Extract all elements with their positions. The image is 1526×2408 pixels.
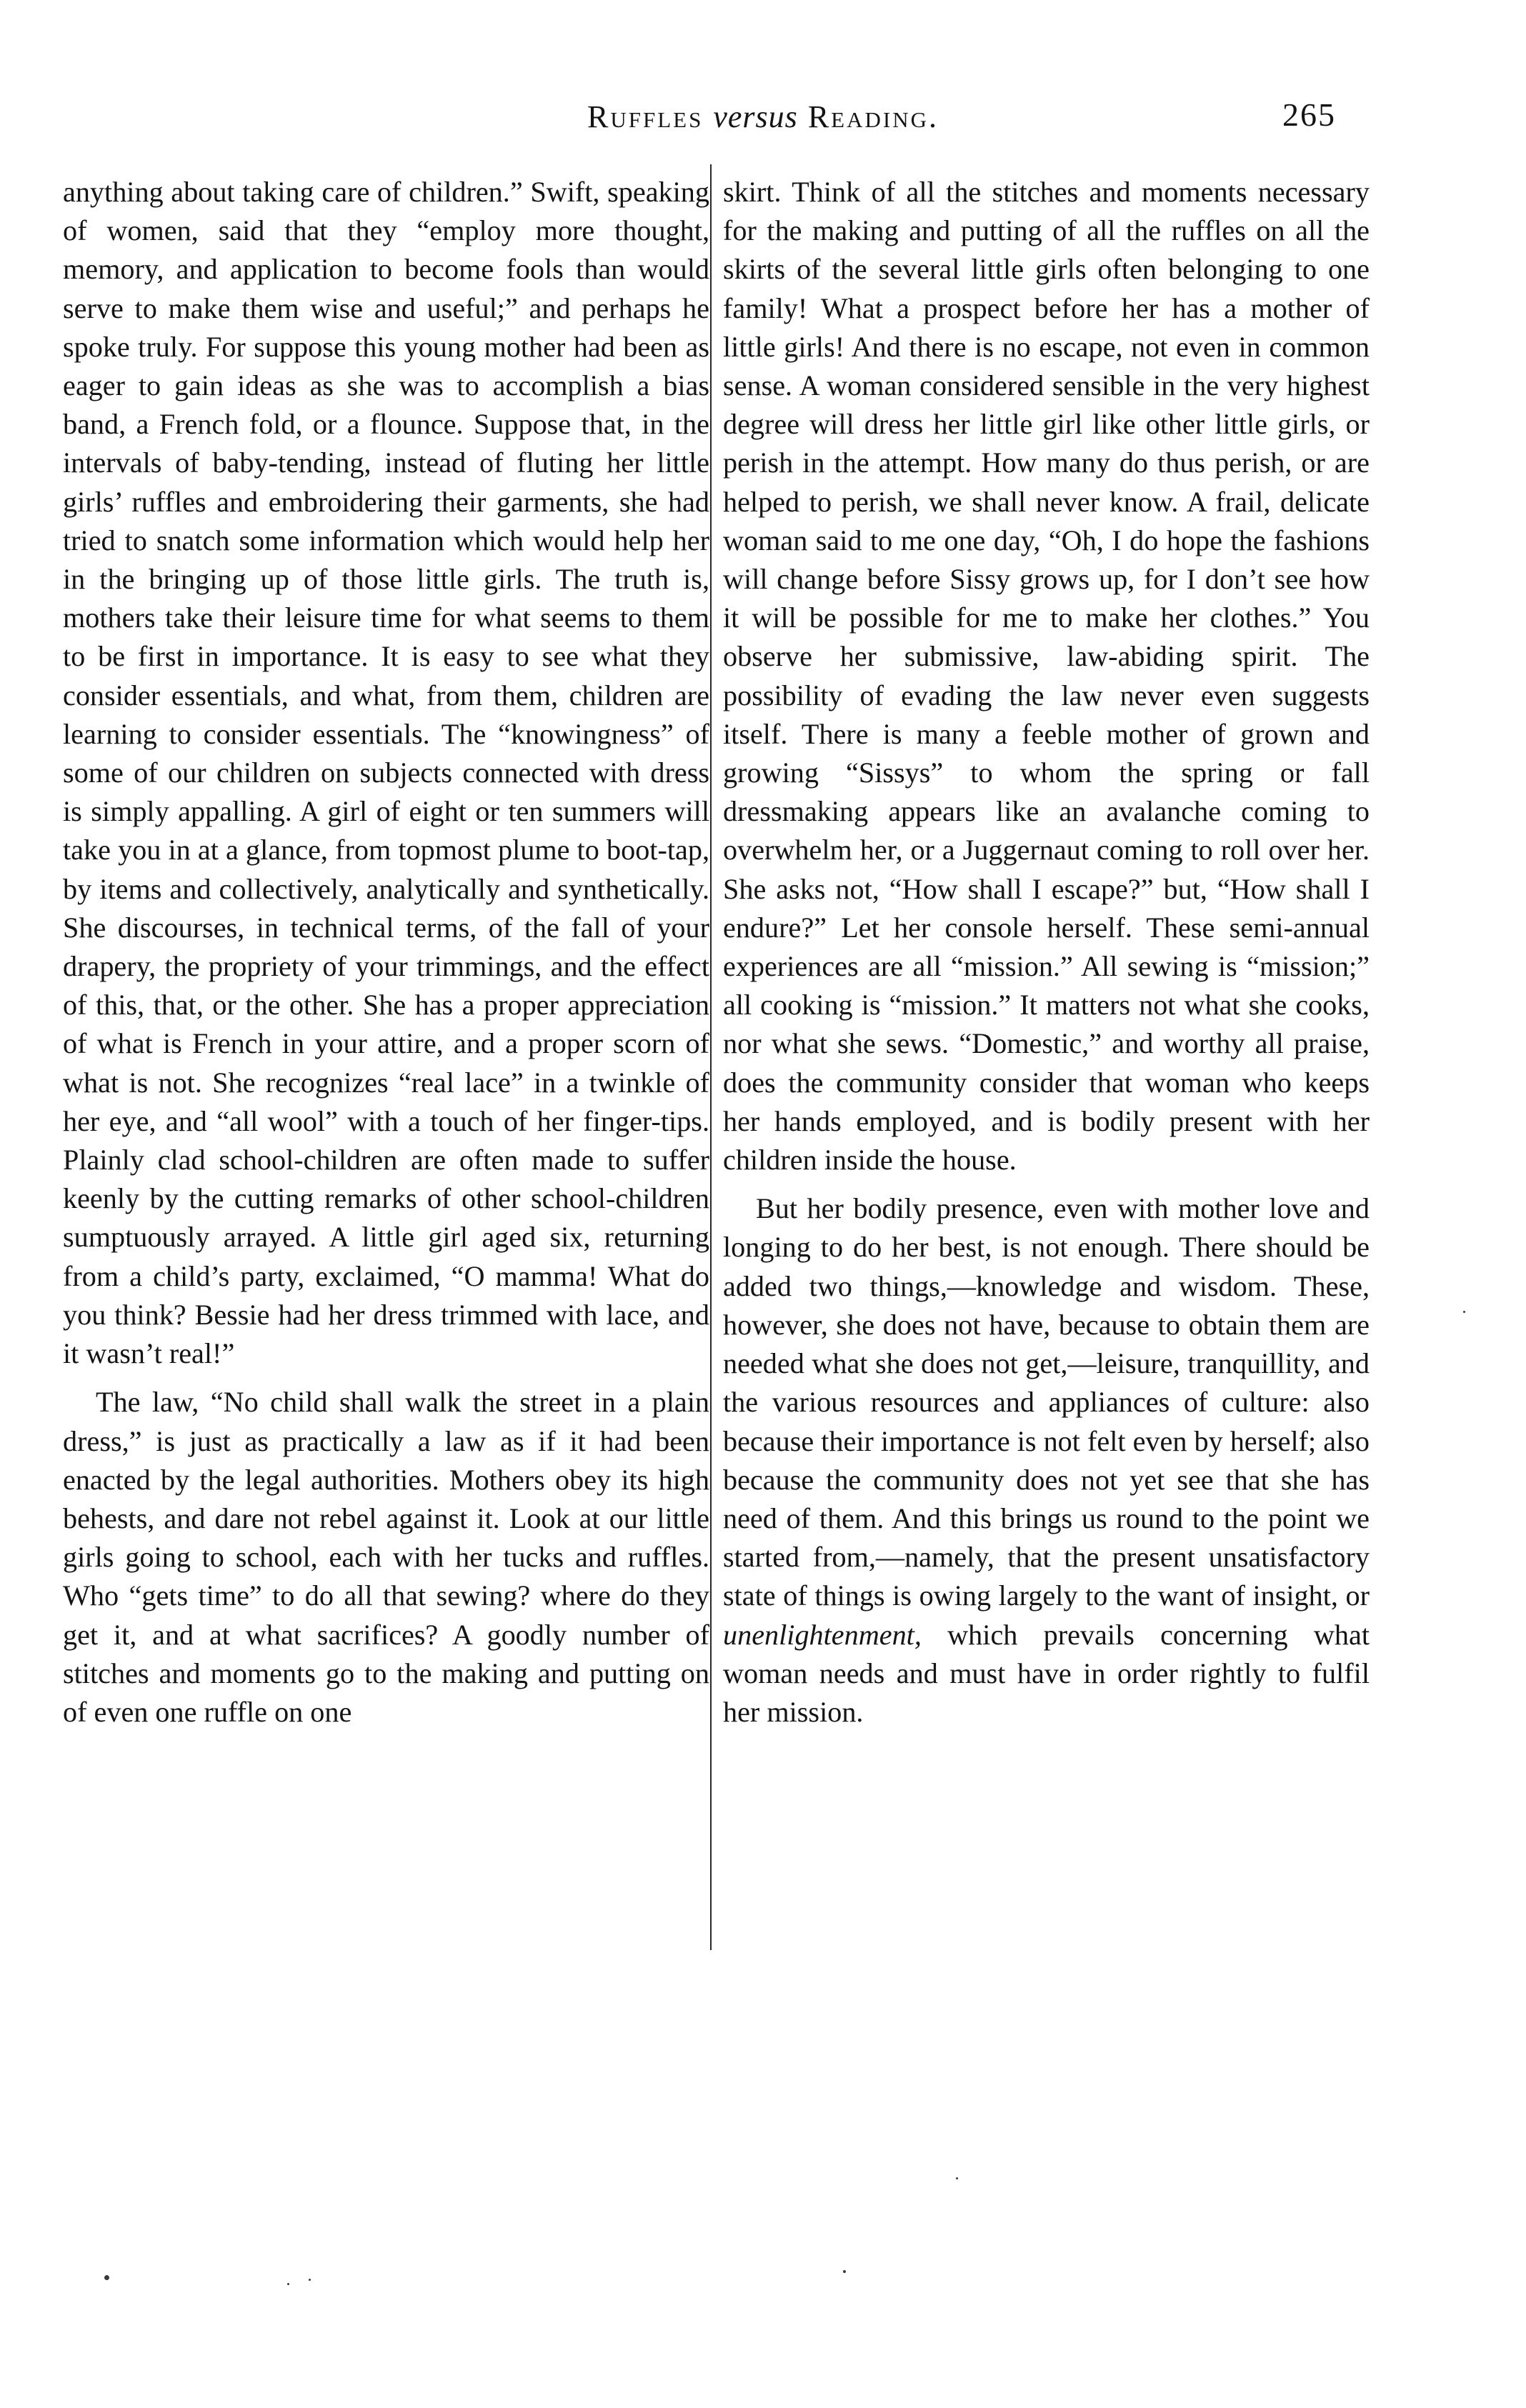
left-column [63,173,709,1732]
scan-speck [309,2279,311,2281]
running-title-italic: versus [713,99,798,134]
page-header [0,96,1526,149]
running-title-part2: Reading. [807,99,939,134]
column-divider [710,164,712,1950]
scan-speck [843,2270,846,2273]
right-paragraph-2-text-a: But her bodily presence, even with mother love and longing to do her best, is not enough. There should be added two things,—knowledge and wisdom. These, however, she does not have, because to obtain them are needed what she does not get,—leisure, tranquillity, and the various resources and appliances of culture: also because their importance is not felt even by herself; also because the community does not yet see that she has need of them. And this brings us round to the point we started from,—namely, that the present unsatisfactory state of things is owing largely to the want of insight, or [723,1192,1370,1612]
scan-speck [104,2275,109,2280]
scan-speck [287,2283,289,2285]
scan-speck [956,2177,958,2179]
right-paragraph-1: skirt. Think of all the stitches and moments necessary for the making and putting of all the ruffles on all the skirts of the several little girls often belonging to one family! What a prospect before her has a mother of little girls! And there is no escape, not even in common sense. A woman considered sensible in the very highest degree will dress her little girl like other little girls, or perish in the attempt. How many do thus perish, or are helped to perish, we shall never know. A frail, delicate woman said to me one day, “Oh, I do hope the fashions will change before Sissy grows up, for I don’t see how it will be possible for me to make her clothes.” You observe her submissive, law-abiding spirit. The possibility of evading the law never even suggests itself. There is many a feeble mother of grown and growing “Sissys” to whom the spring or fall dressmaking appears like an avalanche coming to overwhelm her, or a Juggernaut coming to roll over her. She asks not, “How shall I escape?” but, “How shall I endure?” Let her console herself. These semi-annual experiences are all “mission.” All sewing is “mission;” all cooking is “mission.” It matters not what she cooks, nor what she sews. “Domestic,” and worthy all praise, does the community consider that woman who keeps her hands employed, and is bodily present with her children inside the house. [723,176,1370,1176]
right-column [723,173,1370,1732]
unenlightenment-italic: unenlightenment, [723,1618,922,1651]
scan-speck [1463,1311,1465,1313]
page-number: 265 [1282,96,1336,133]
left-paragraph-1: anything about taking care of children.” Swift, speaking of women, said that they “employ more thought, memory, and application to become fools than would serve to make them wise and useful;” and perhaps he spoke truly. For suppose this young mother had been as eager to gain ideas as she was to accomplish a bias band, a French fold, or a flounce. Suppose that, in the intervals of baby-tending, instead of fluting her little girls’ ruffles and embroidering their garments, she had tried to snatch some information which would help her in the bringing up of those little girls. The truth is, mothers take their leisure time for what seems to them to be first in importance. It is easy to see what they consider essentials, and what, from them, children are learning to consider essentials. The “knowingness” of some of our children on subjects connected with dress is simply appalling. A girl of eight or ten summers will take you in at a glance, from topmost plume to boot-tap, by items and collectively, analytically and synthetically. She discourses, in technical terms, of the fall of your drapery, the propriety of your trimmings, and the effect of this, that, or the other. She has a proper appreciation of what is French in your attire, and a proper scorn of what is not. She recognizes “real lace” in a twinkle of her eye, and “all wool” with a touch of her finger-tips. Plainly clad school-children are often made to suffer keenly by the cutting remarks of other school-children sumptuously arrayed. A little girl aged six, returning from a child’s party, exclaimed, “O mamma! What do you think? Bessie had her dress trimmed with lace, and it wasn’t real!” [63,176,709,1370]
right-paragraph-2-text-b: which prevails concerning what woman needs and must have in order rightly to fulfil her mission. [723,1618,1370,1728]
left-paragraph-2: The law, “No child shall walk the street in a plain dress,” is just as practically a law as if it had been enacted by the legal authorities. Mothers obey its high behests, and dare not rebel against it. Look at our little girls going to school, each with her tucks and ruffles. Who “gets time” to do all that sewing? where do they get it, and at what sacrifices? A goodly number of stitches and moments go to the making and putting on of even one ruffle on one [63,1386,709,1728]
right-paragraph-2 [723,1189,1370,1732]
running-title-part1: Ruffles [587,99,704,134]
